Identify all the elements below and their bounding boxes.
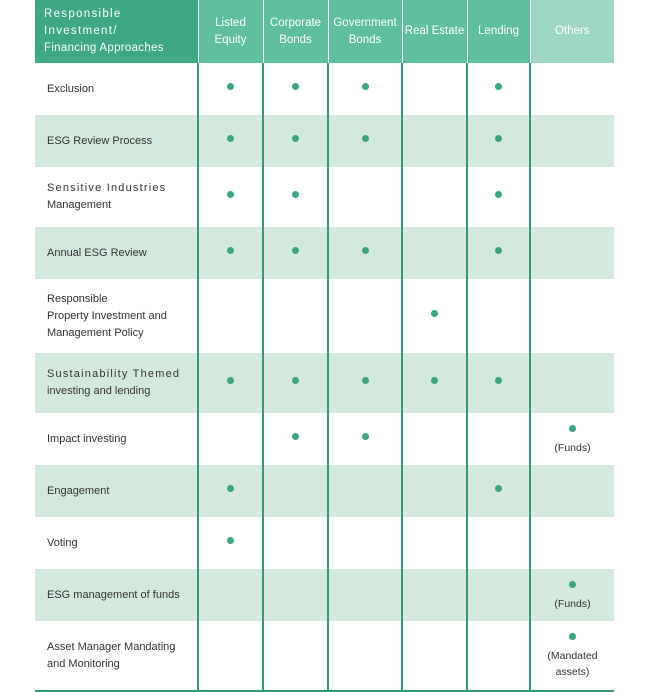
matrix-cell bbox=[198, 115, 263, 167]
row-label bbox=[35, 353, 198, 413]
matrix-cell bbox=[328, 413, 402, 465]
table-row bbox=[35, 517, 614, 569]
matrix-cell bbox=[402, 413, 467, 465]
row-label bbox=[35, 63, 198, 115]
dot-icon bbox=[292, 247, 299, 254]
matrix-cell bbox=[530, 279, 614, 353]
matrix-cell bbox=[402, 279, 467, 353]
row-label-line: ESG Review Process bbox=[47, 134, 153, 147]
matrix-cell bbox=[198, 353, 263, 413]
dot-icon bbox=[495, 135, 502, 142]
row-label bbox=[35, 621, 198, 691]
dot-icon bbox=[227, 485, 234, 492]
matrix-cell bbox=[198, 621, 263, 691]
header-line: Listed bbox=[215, 16, 246, 29]
header-listed-equity bbox=[198, 0, 263, 63]
matrix-cell bbox=[467, 115, 530, 167]
matrix-cell bbox=[263, 115, 328, 167]
row-label-line: Exclusion bbox=[47, 82, 95, 95]
dot-icon bbox=[227, 247, 234, 254]
matrix-body bbox=[35, 63, 614, 691]
dot-icon bbox=[495, 191, 502, 198]
matrix-cell bbox=[198, 413, 263, 465]
row-label-line: Asset Manager Mandating bbox=[47, 640, 176, 653]
dot-icon bbox=[292, 83, 299, 90]
matrix-cell bbox=[263, 517, 328, 569]
approaches-matrix bbox=[35, 0, 614, 692]
matrix-cell bbox=[530, 413, 614, 465]
matrix-cell bbox=[530, 115, 614, 167]
dot-icon bbox=[362, 135, 369, 142]
matrix-cell bbox=[467, 569, 530, 621]
others-note: (Funds) bbox=[554, 441, 591, 454]
matrix-cell bbox=[467, 63, 530, 115]
matrix-cell bbox=[402, 353, 467, 413]
row-label bbox=[35, 279, 198, 353]
row-label bbox=[35, 569, 198, 621]
matrix-cell bbox=[328, 227, 402, 279]
dot-icon bbox=[292, 135, 299, 142]
table-row bbox=[35, 63, 614, 115]
matrix-cell bbox=[328, 63, 402, 115]
row-label-line: Sustainability Themed bbox=[47, 368, 181, 380]
matrix-cell bbox=[263, 465, 328, 517]
matrix-cell bbox=[530, 227, 614, 279]
header-line: Corporate bbox=[269, 16, 322, 29]
table-row bbox=[35, 279, 614, 353]
header-line: Financing Approaches bbox=[44, 42, 164, 54]
dot-icon bbox=[431, 377, 438, 384]
dot-icon bbox=[292, 191, 299, 198]
row-label-line: investing and lending bbox=[47, 385, 151, 397]
matrix-cell bbox=[198, 227, 263, 279]
row-label-line: Property Investment and bbox=[47, 309, 167, 322]
matrix-cell bbox=[467, 167, 530, 227]
matrix-cell bbox=[198, 279, 263, 353]
matrix-cell bbox=[530, 167, 614, 227]
matrix-cell bbox=[402, 63, 467, 115]
matrix-cell bbox=[530, 353, 614, 413]
matrix-cell bbox=[328, 115, 402, 167]
matrix-cell bbox=[328, 621, 402, 691]
header-lending bbox=[467, 0, 530, 63]
dot-icon bbox=[362, 247, 369, 254]
matrix-cell bbox=[530, 517, 614, 569]
row-label bbox=[35, 167, 198, 227]
matrix-cell bbox=[263, 279, 328, 353]
dot-icon bbox=[569, 581, 576, 588]
matrix-cell bbox=[198, 63, 263, 115]
row-label-line: Management Policy bbox=[47, 326, 144, 339]
matrix-cell bbox=[263, 621, 328, 691]
row-label bbox=[35, 227, 198, 279]
matrix-cell bbox=[328, 465, 402, 517]
row-label-line: Management bbox=[47, 199, 112, 211]
dot-icon bbox=[227, 377, 234, 384]
row-label bbox=[35, 517, 198, 569]
dot-icon bbox=[292, 377, 299, 384]
matrix-cell bbox=[402, 517, 467, 569]
row-label bbox=[35, 115, 198, 167]
dot-icon bbox=[362, 83, 369, 90]
dot-icon bbox=[569, 633, 576, 640]
dot-icon bbox=[495, 485, 502, 492]
matrix-cell bbox=[530, 63, 614, 115]
header-line: Others bbox=[554, 25, 590, 37]
matrix-cell bbox=[198, 465, 263, 517]
matrix-cell bbox=[198, 517, 263, 569]
row-label-line: and Monitoring bbox=[47, 657, 120, 670]
row-label-line: Sensitive Industries bbox=[47, 182, 167, 194]
matrix-cell bbox=[530, 569, 614, 621]
header-line: Bonds bbox=[279, 33, 312, 46]
matrix-cell bbox=[402, 465, 467, 517]
matrix-cell bbox=[467, 227, 530, 279]
dot-icon bbox=[569, 425, 576, 432]
matrix-cell bbox=[328, 517, 402, 569]
matrix-cell bbox=[530, 465, 614, 517]
header-line: Real Estate bbox=[404, 25, 465, 37]
matrix-cell bbox=[467, 465, 530, 517]
table-row bbox=[35, 465, 614, 517]
matrix-cell bbox=[263, 413, 328, 465]
header-line: Equity bbox=[214, 33, 247, 46]
dot-icon bbox=[227, 191, 234, 198]
row-label-line: Voting bbox=[47, 536, 78, 549]
header-government-bonds bbox=[328, 0, 402, 63]
matrix-cell bbox=[402, 115, 467, 167]
dot-icon bbox=[292, 433, 299, 440]
dot-icon bbox=[227, 135, 234, 142]
dot-icon bbox=[227, 537, 234, 544]
matrix-cell bbox=[402, 621, 467, 691]
matrix-cell bbox=[198, 569, 263, 621]
dot-icon bbox=[431, 310, 438, 317]
dot-icon bbox=[495, 377, 502, 384]
matrix-cell bbox=[328, 569, 402, 621]
header-line: Responsible Investment/ bbox=[44, 8, 122, 37]
others-note: (Funds) bbox=[554, 597, 591, 610]
matrix-cell bbox=[402, 227, 467, 279]
others-note: (Mandated bbox=[547, 650, 598, 662]
dot-icon bbox=[362, 377, 369, 384]
row-label-line: Annual ESG Review bbox=[47, 246, 147, 259]
header-approaches bbox=[35, 0, 198, 63]
row-label bbox=[35, 413, 198, 465]
table-row bbox=[35, 353, 614, 413]
row-label bbox=[35, 465, 198, 517]
matrix-cell bbox=[263, 167, 328, 227]
matrix-cell bbox=[328, 353, 402, 413]
row-label-line: Impact investing bbox=[47, 432, 127, 445]
header-real-estate bbox=[402, 0, 467, 63]
table-row bbox=[35, 569, 614, 621]
table-row bbox=[35, 621, 614, 691]
dot-icon bbox=[495, 83, 502, 90]
row-label-line: ESG management of funds bbox=[47, 588, 180, 601]
dot-icon bbox=[362, 433, 369, 440]
dot-icon bbox=[495, 247, 502, 254]
matrix-cell bbox=[467, 621, 530, 691]
table-row bbox=[35, 167, 614, 227]
dot-icon bbox=[227, 83, 234, 90]
matrix-cell bbox=[467, 413, 530, 465]
matrix-cell bbox=[263, 227, 328, 279]
row-label-line: Responsible bbox=[47, 292, 108, 305]
matrix-cell bbox=[328, 167, 402, 227]
table-row bbox=[35, 227, 614, 279]
table-row bbox=[35, 413, 614, 465]
matrix-cell bbox=[402, 569, 467, 621]
matrix-cell bbox=[530, 621, 614, 691]
matrix-cell bbox=[263, 63, 328, 115]
header-line: Lending bbox=[478, 25, 519, 37]
row-label-line: Engagement bbox=[47, 484, 110, 497]
header-row bbox=[35, 0, 614, 63]
header-others bbox=[530, 0, 614, 63]
header-line: Bonds bbox=[348, 33, 382, 46]
matrix-cell bbox=[467, 279, 530, 353]
table-row bbox=[35, 115, 614, 167]
matrix-cell bbox=[263, 353, 328, 413]
matrix-cell bbox=[328, 279, 402, 353]
matrix-cell bbox=[198, 167, 263, 227]
header-corporate-bonds bbox=[263, 0, 328, 63]
matrix-cell bbox=[402, 167, 467, 227]
matrix-cell bbox=[467, 353, 530, 413]
header-line: Government bbox=[333, 16, 397, 29]
matrix-cell bbox=[467, 517, 530, 569]
others-note: assets) bbox=[555, 666, 590, 678]
matrix-cell bbox=[263, 569, 328, 621]
